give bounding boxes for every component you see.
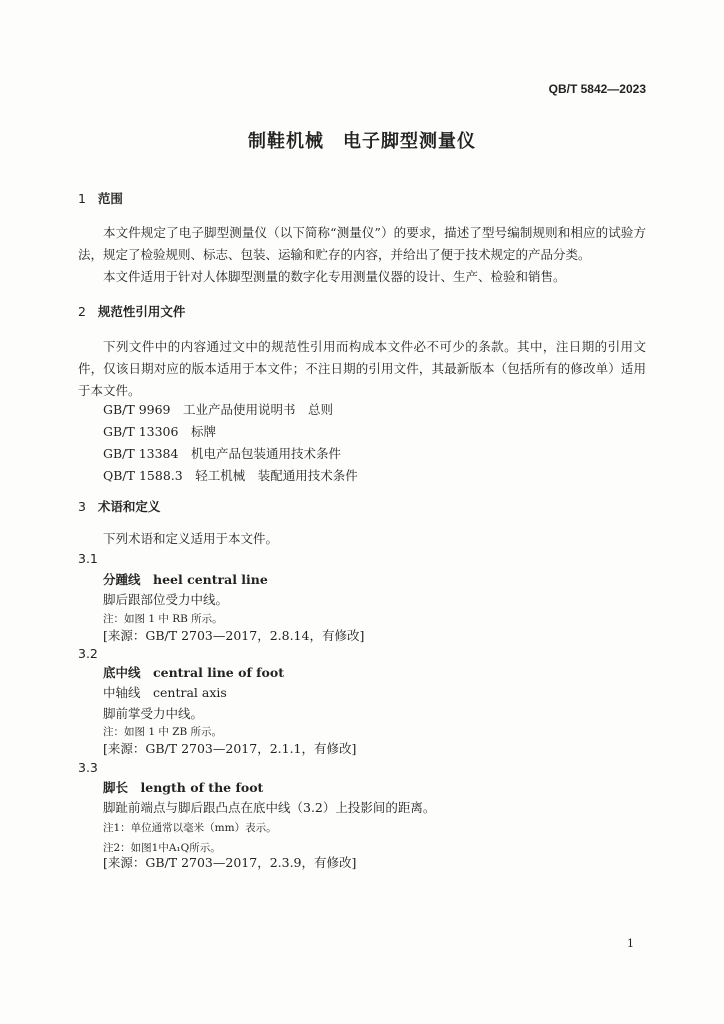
- page-number: 1: [627, 937, 634, 950]
- term-definition: 脚前掌受力中线。: [103, 706, 204, 721]
- section-2-heading: [78, 302, 185, 320]
- term-source: [来源：GB/T 2703—2017，2.1.1，有修改]: [103, 741, 357, 756]
- term-number: 3.3: [78, 760, 98, 775]
- term-number: 3.2: [78, 646, 98, 661]
- document-title: 制鞋机械 电子脚型测量仪: [248, 131, 476, 152]
- term-alternative: 中轴线 central axis: [103, 685, 227, 700]
- term-note: 注：如图 1 中 RB 所示。: [103, 613, 223, 625]
- scope-paragraph-1: 本文件规定了电子脚型测量仪（以下简称“测量仪”）的要求，描述了型号编制规则和相应的试验方法，规定了检验规则、标志、包装、运输和贮存的内容，并给出了便于技术规定的产品分类。: [78, 225, 646, 262]
- scope-paragraph-2: 本文件适用于针对人体脚型测量的数字化专用测量仪器的设计、生产、检验和销售。: [103, 269, 566, 284]
- terms-intro: 下列术语和定义适用于本文件。: [103, 531, 279, 546]
- normative-references-paragraph: 下列文件中的内容通过文中的规范性引用而构成本文件必不可少的条款。其中，注日期的引用文件，仅该日期对应的版本适用于本文件；不注日期的引用文件，其最新版本（包括所有的修改单）适用于本文件。: [78, 339, 646, 398]
- term-name: 脚长 length of the foot: [103, 780, 264, 795]
- reference-item: GB/T 13306 标牌: [103, 424, 216, 439]
- standard-number: QB/T 5842—2023: [548, 82, 646, 96]
- term-definition: 脚后跟部位受力中线。: [103, 592, 229, 607]
- section-title: 范围: [97, 191, 123, 206]
- section-title: 规范性引用文件: [97, 304, 186, 319]
- section-title: 术语和定义: [97, 499, 161, 514]
- term-name: 底中线 central line of foot: [103, 665, 284, 680]
- section-1-heading: [78, 189, 123, 207]
- reference-item: GB/T 9969 工业产品使用说明书 总则: [103, 402, 334, 417]
- term-source: [来源：GB/T 2703—2017，2.8.14，有修改]: [103, 628, 365, 643]
- term-note: 注2：如图1中A₁Q所示。: [103, 842, 221, 854]
- section-number: 3: [78, 499, 86, 514]
- reference-item: QB/T 1588.3 轻工机械 装配通用技术条件: [103, 468, 358, 483]
- term-number: 3.1: [78, 551, 98, 566]
- term-note: 注：如图 1 中 ZB 所示。: [103, 726, 223, 738]
- section-3-heading: [78, 497, 160, 515]
- section-number: 2: [78, 304, 86, 319]
- term-source: [来源：GB/T 2703—2017，2.3.9，有修改]: [103, 855, 357, 870]
- term-definition: 脚趾前端点与脚后跟凸点在底中线（3.2）上投影间的距离。: [103, 800, 436, 815]
- term-note: 注1：单位通常以毫米（mm）表示。: [103, 822, 277, 834]
- section-number: 1: [78, 191, 86, 206]
- term-name: 分踵线 heel central line: [103, 572, 268, 587]
- reference-item: GB/T 13384 机电产品包装通用技术条件: [103, 446, 341, 461]
